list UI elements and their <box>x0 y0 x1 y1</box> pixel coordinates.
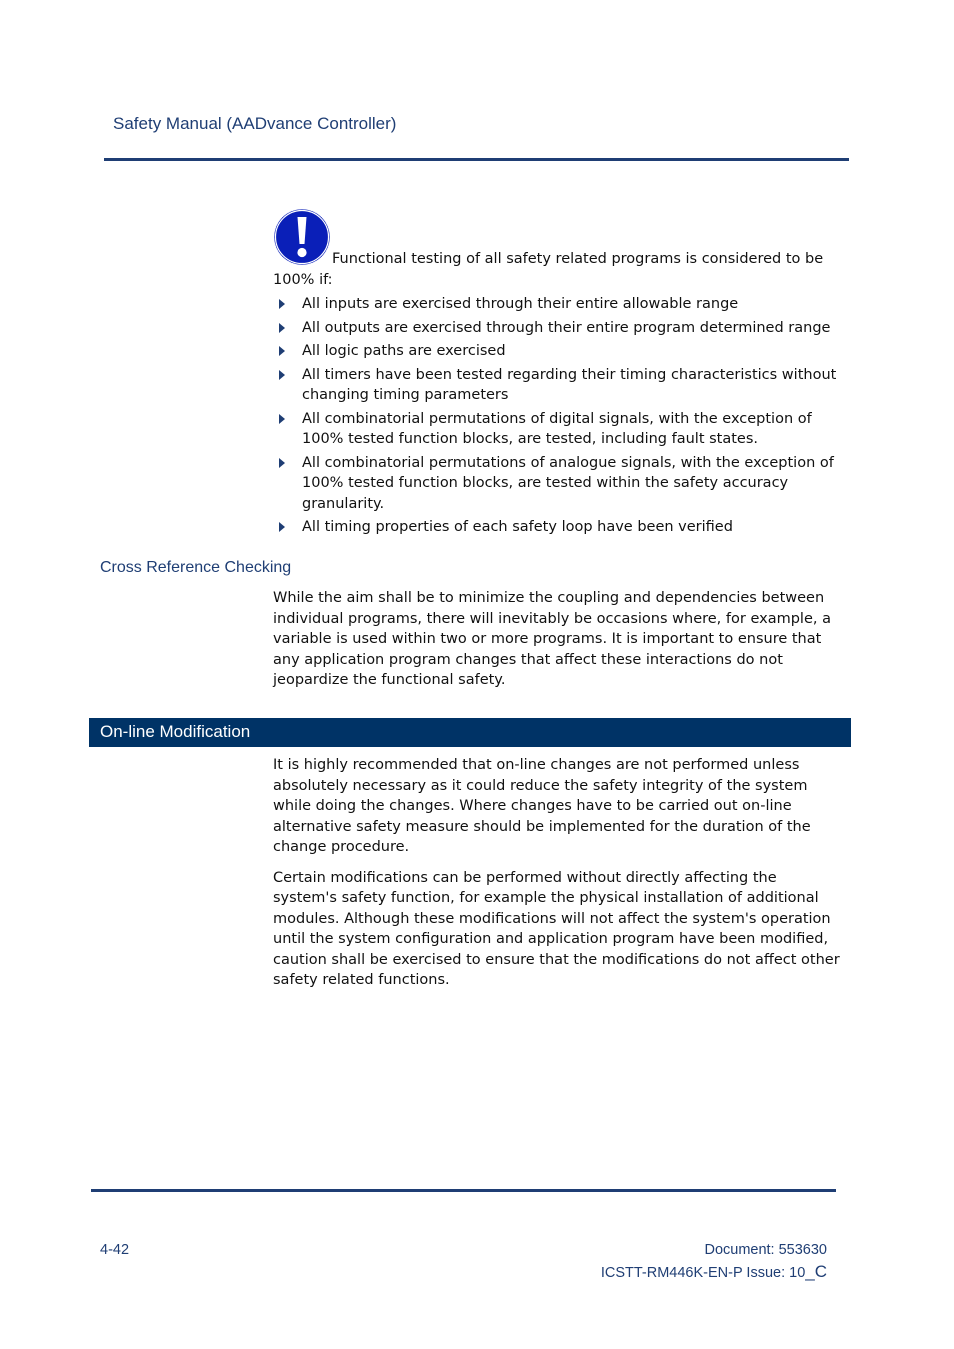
bullet-arrow-icon <box>279 522 285 532</box>
header-divider <box>104 158 849 161</box>
cross-reference-heading: Cross Reference Checking <box>100 559 292 576</box>
bullet-arrow-icon <box>279 323 285 333</box>
list-item <box>273 409 838 450</box>
list-item-text: All inputs are exercised through their entire allowable range <box>302 296 739 312</box>
cross-reference-paragraph: While the aim shall be to minimize the coupling and dependencies between individual programs, there will inevitably be occasions where, for example, a variable is used within two or more programs. It is important to ensure that any application program changes that affect these interactions do not jeopardize the functional safety. <box>273 590 831 688</box>
page-number: 4-42 <box>100 1242 130 1258</box>
bullet-arrow-icon <box>279 458 285 468</box>
bullet-arrow-icon <box>279 346 285 356</box>
page-header-title: Safety Manual (AADvance Controller) <box>113 114 397 133</box>
section-title: On-line Modification <box>100 722 251 741</box>
note-block <box>273 207 838 541</box>
paragraph: Certain modifications can be performed without directly affecting the system's safety function, for example the physical installation of additional modules. Although these modifications will not affect the system's operation until the system configuration and application program have been modified, caution shall be exercised to ensure that the modifications do not affect other safety related functions. <box>273 869 840 988</box>
list-item <box>273 517 838 538</box>
requirements-list <box>273 294 838 538</box>
footer-divider <box>91 1189 836 1192</box>
document-number: Document: 553630 <box>704 1242 827 1258</box>
list-item-text: All combinatorial permutations of analogue signals, with the exception of 100% tested function blocks, are tested within the safety accuracy granularity. <box>302 454 834 512</box>
list-item-text: All combinatorial permutations of digital signals, with the exception of 100% tested function blocks, are tested, including fault states. <box>302 410 812 447</box>
list-item-text: All timers have been tested regarding their timing characteristics without changing timing parameters <box>302 366 837 403</box>
bullet-arrow-icon <box>279 299 285 309</box>
online-modification-body <box>273 755 843 1001</box>
list-item <box>273 453 838 515</box>
exclamation-icon <box>273 208 331 266</box>
list-item <box>273 294 838 315</box>
note-intro-text: Functional testing of all safety related programs is considered to be 100% if: <box>273 251 824 288</box>
issue-prefix: ICSTT-RM446K-EN-P Issue: 10 <box>600 1265 806 1281</box>
bullet-arrow-icon <box>279 370 285 380</box>
bullet-arrow-icon <box>279 414 285 424</box>
paragraph: It is highly recommended that on-line changes are not performed unless absolutely necessary as it could reduce the safety integrity of the system while doing the changes. Where changes have to be carried out on-line alternative safety measure should be implemented for the duration of the change procedure. <box>273 757 811 855</box>
list-item <box>273 341 838 362</box>
list-item-text: All logic paths are exercised <box>302 343 506 359</box>
section-header-bar <box>89 718 851 747</box>
list-item <box>273 365 838 406</box>
list-item <box>273 318 838 339</box>
issue-line <box>601 1262 827 1282</box>
issue-suffix: _C <box>805 1262 827 1281</box>
list-item-text: All outputs are exercised through their entire program determined range <box>302 319 831 336</box>
list-item-text: All timing properties of each safety loop have been verified <box>302 519 733 535</box>
